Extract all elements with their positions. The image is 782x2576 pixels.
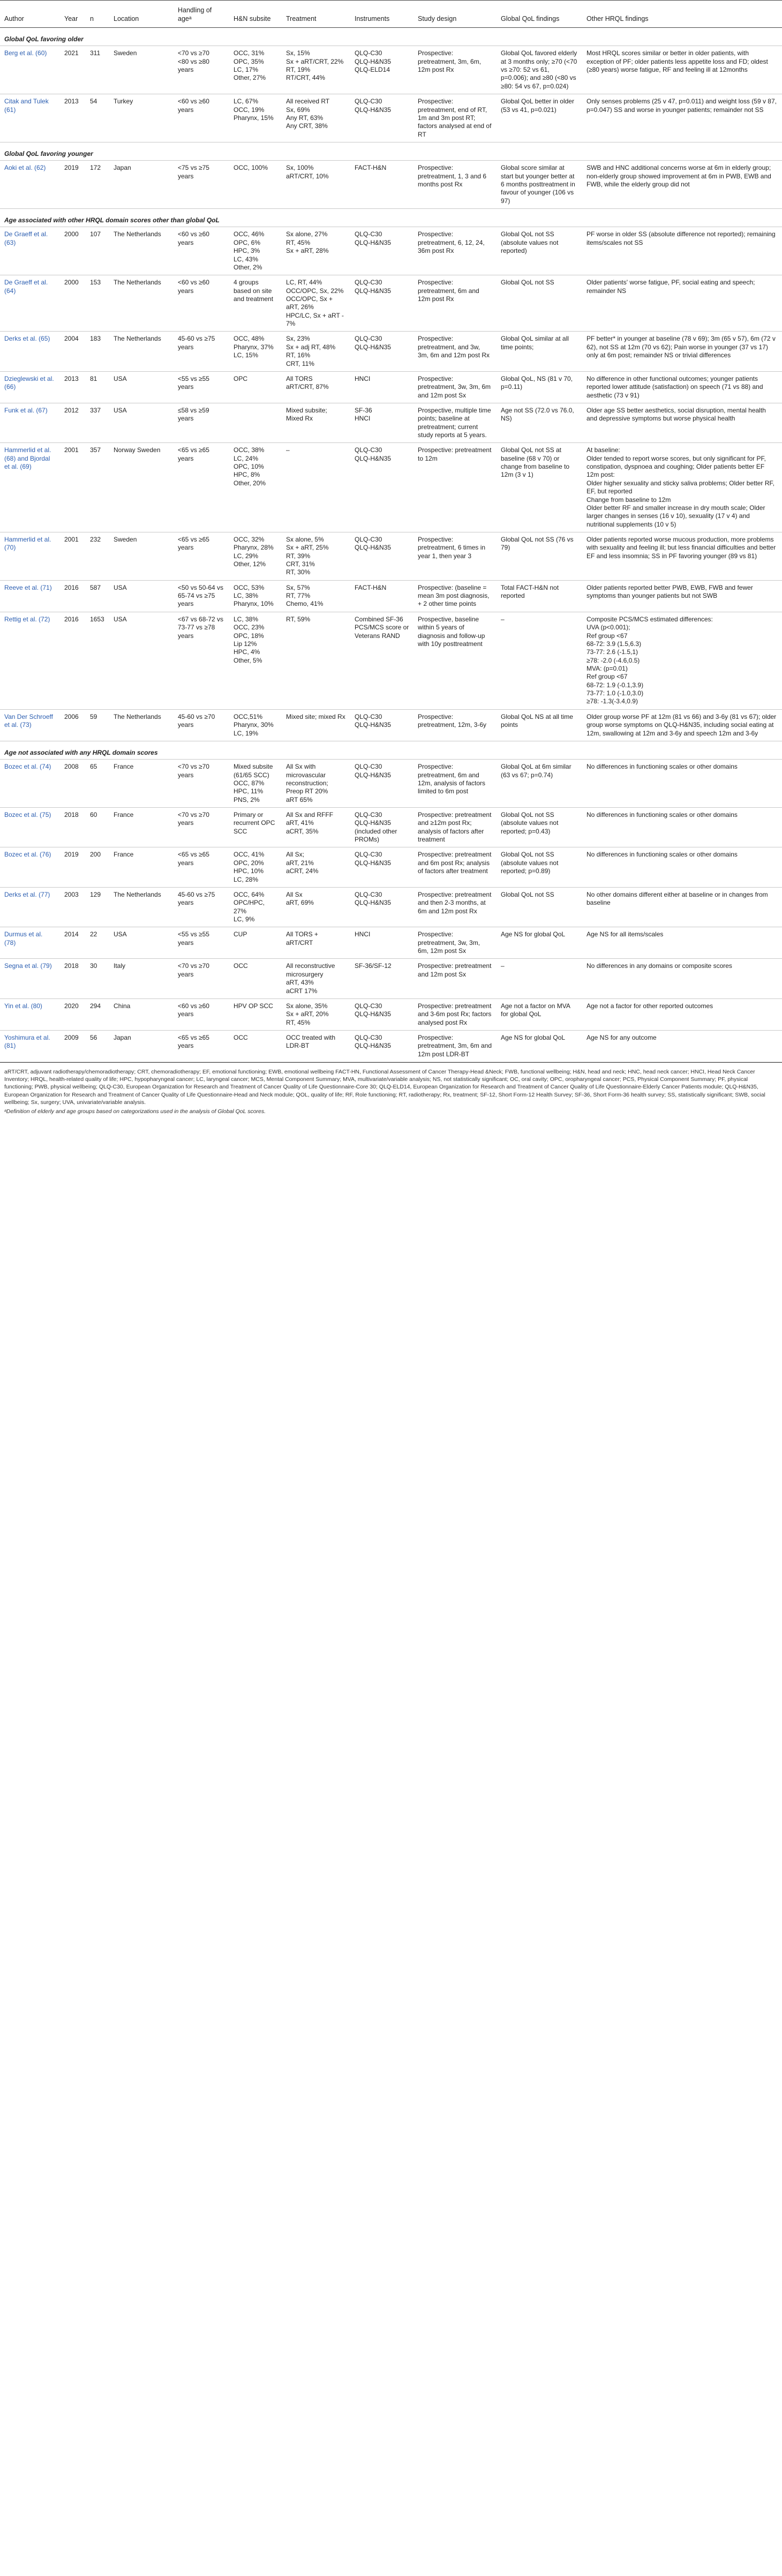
table-cell: 311	[86, 46, 109, 94]
table-cell: Prospective: pretreatment, and 3w, 3m, 6m and 12m post Rx	[413, 332, 497, 371]
table-cell: OCC, 53% LC, 38% Pharynx, 10%	[229, 580, 282, 612]
table-cell: 2003	[60, 887, 86, 927]
table-cell: Sx alone, 5% Sx + aRT, 25% RT, 39% CRT, 31% RT, 30%	[282, 532, 350, 580]
table-cell: QLQ-C30 QLQ-H&N35 QLQ-ELD14	[350, 46, 413, 94]
author-cell: Dzieglewski et al. (66)	[0, 371, 60, 403]
table-cell: Prospective: pretreatment, 3m, 6m and 12m post LDR-BT	[413, 1030, 497, 1062]
table-cell: USA	[109, 612, 174, 709]
table-cell: Prospective: pretreatment, 1, 3 and 6 months post Rx	[413, 161, 497, 209]
table-cell: Prospective: (baseline = mean 3m post diagnosis, + 2 other time points	[413, 580, 497, 612]
table-cell: USA	[109, 580, 174, 612]
table-cell: 1653	[86, 612, 109, 709]
table-cell: Age NS for all items/scales	[582, 927, 782, 959]
table-row	[0, 998, 782, 1030]
table-cell: All Sx and RFFF aRT, 41% aCRT, 35%	[282, 808, 350, 847]
table-row	[0, 332, 782, 371]
table-cell	[229, 403, 282, 442]
table-cell: France	[109, 760, 174, 808]
table-cell: Prospective: pretreatment, 3m, 6m, 12m post Rx	[413, 46, 497, 94]
table-cell: 153	[86, 275, 109, 332]
table-cell: HNCI	[350, 927, 413, 959]
table-row	[0, 847, 782, 887]
table-cell: 54	[86, 94, 109, 142]
table-row	[0, 887, 782, 927]
table-cell: 587	[86, 580, 109, 612]
table-cell: QLQ-C30 QLQ-H&N35	[350, 998, 413, 1030]
table-cell: PF worse in older SS (absolute difference not reported); remaining items/scales not SS	[582, 227, 782, 275]
table-cell: <60 vs ≥60 years	[174, 227, 229, 275]
author-cell: De Graeff et al. (63)	[0, 227, 60, 275]
author-cell: Durmus et al. (78)	[0, 927, 60, 959]
author-cell: Bozec et al. (75)	[0, 808, 60, 847]
table-cell: 2019	[60, 161, 86, 209]
table-row	[0, 275, 782, 332]
table-cell: HNCI	[350, 371, 413, 403]
table-cell: 60	[86, 808, 109, 847]
table-cell: 357	[86, 443, 109, 532]
table-cell: 2018	[60, 959, 86, 998]
table-cell: 2001	[60, 443, 86, 532]
table-row	[0, 612, 782, 709]
hrql-age-table	[0, 0, 782, 1062]
table-cell: No differences in functioning scales or other domains	[582, 847, 782, 887]
table-cell: Norway Sweden	[109, 443, 174, 532]
column-header: Location	[109, 1, 174, 28]
table-cell: Sx alone, 35% Sx + aRT, 20% RT, 45%	[282, 998, 350, 1030]
table-cell: 294	[86, 998, 109, 1030]
table-cell: Global QoL NS at all time points	[497, 709, 582, 741]
table-cell: Italy	[109, 959, 174, 998]
author-cell: Bozec et al. (76)	[0, 847, 60, 887]
table-cell: 172	[86, 161, 109, 209]
table-cell: 2004	[60, 332, 86, 371]
author-cell: De Graeff et al. (64)	[0, 275, 60, 332]
table-cell: <50 vs 50-64 vs 65-74 vs ≥75 years	[174, 580, 229, 612]
table-cell: No other domains different either at baseline or in changes from baseline	[582, 887, 782, 927]
table-cell: Age NS for global QoL	[497, 1030, 582, 1062]
table-cell: Age NS for any outcome	[582, 1030, 782, 1062]
table-cell: <65 vs ≥65 years	[174, 1030, 229, 1062]
author-cell: Aoki et al. (62)	[0, 161, 60, 209]
table-row	[0, 161, 782, 209]
table-cell: 2006	[60, 709, 86, 741]
table-cell: QLQ-C30 QLQ-H&N35	[350, 847, 413, 887]
table-cell: 2008	[60, 760, 86, 808]
table-cell: Older patients' worse fatigue, PF, social eating and speech; remainder NS	[582, 275, 782, 332]
table-cell: QLQ-C30 QLQ-H&N35	[350, 275, 413, 332]
table-cell: Prospective: pretreatment and 3-6m post Rx; factors analysed post Rx	[413, 998, 497, 1030]
author-cell: Yoshimura et al. (81)	[0, 1030, 60, 1062]
table-cell: The Netherlands	[109, 887, 174, 927]
table-cell: Global QoL not SS (absolute values not reported)	[497, 227, 582, 275]
table-cell: RT, 59%	[282, 612, 350, 709]
table-cell: ≤58 vs ≥59 years	[174, 403, 229, 442]
table-cell: USA	[109, 403, 174, 442]
table-row	[0, 46, 782, 94]
table-cell: QLQ-C30 QLQ-H&N35	[350, 227, 413, 275]
table-cell: 2012	[60, 403, 86, 442]
table-cell: All reconstructive microsurgery aRT, 43% aCRT 17%	[282, 959, 350, 998]
table-cell: Combined SF-36 PCS/MCS score or Veterans RAND	[350, 612, 413, 709]
column-header: Handling of ageᵃ	[174, 1, 229, 28]
table-cell: Prospective: pretreatment, 3w, 3m, 6m, 12m post Sx	[413, 927, 497, 959]
table-cell: Sx, 15% Sx + aRT/CRT, 22% RT, 19% RT/CRT, 44%	[282, 46, 350, 94]
table-cell: Older patients reported worse mucous production, more problems with sexuality and feeling ill; but less financial difficulties and better EF and less insomnia; SS in PF favoring younger (89 vs 81)	[582, 532, 782, 580]
table-cell: Age not a factor on MVA for global QoL	[497, 998, 582, 1030]
table-row	[0, 227, 782, 275]
table-cell: 2000	[60, 227, 86, 275]
table-cell: USA	[109, 371, 174, 403]
footnotes	[0, 1062, 782, 1123]
table-cell: Prospective: pretreatment and 6m post Rx; analysis of factors after treatment	[413, 847, 497, 887]
table-cell: QLQ-C30 QLQ-H&N35	[350, 332, 413, 371]
table-cell: HPV OP SCC	[229, 998, 282, 1030]
column-header: Author	[0, 1, 60, 28]
section-header-row	[0, 741, 782, 759]
table-cell: Prospective: pretreatment, 6 times in year 1, then year 3	[413, 532, 497, 580]
table-cell: No differences in functioning scales or other domains	[582, 808, 782, 847]
table-row	[0, 760, 782, 808]
table-row	[0, 532, 782, 580]
table-cell: Global QoL favored elderly at 3 months only; ≥70 (<70 vs ≥70: 52 vs 61, p=0.006); and ≥80 (<80 vs ≥80: 54 vs 67, p=0.024)	[497, 46, 582, 94]
table-cell: Older age SS better aesthetics, social disruption, mental health and depressive symptoms but worse physical health	[582, 403, 782, 442]
table-cell: Age not a factor for other reported outcomes	[582, 998, 782, 1030]
section-title: Global QoL favoring older	[0, 28, 782, 46]
table-cell: <67 vs 68-72 vs 73-77 vs ≥78 years	[174, 612, 229, 709]
table-cell: LC, 67% OCC, 19% Pharynx, 15%	[229, 94, 282, 142]
table-cell: 107	[86, 227, 109, 275]
table-cell: CUP	[229, 927, 282, 959]
table-cell: 59	[86, 709, 109, 741]
table-cell: Sweden	[109, 532, 174, 580]
table-cell: Prospective: pretreatment and 12m post Sx	[413, 959, 497, 998]
table-row	[0, 580, 782, 612]
table-cell: OCC	[229, 959, 282, 998]
column-header: Instruments	[350, 1, 413, 28]
table-cell: <70 vs ≥70 years	[174, 959, 229, 998]
table-cell: Age NS for global QoL	[497, 927, 582, 959]
column-header: Other HRQL findings	[582, 1, 782, 28]
table-cell: Global QoL not SS (absolute values not reported; p=0.43)	[497, 808, 582, 847]
table-cell: QLQ-C30 QLQ-H&N35	[350, 94, 413, 142]
author-cell: Bozec et al. (74)	[0, 760, 60, 808]
table-cell: 2021	[60, 46, 86, 94]
table-cell: OCC treated with LDR-BT	[282, 1030, 350, 1062]
table-cell: The Netherlands	[109, 332, 174, 371]
table-cell: All received RT Sx, 69% Any RT, 63% Any CRT, 38%	[282, 94, 350, 142]
author-cell: Citak and Tulek (61)	[0, 94, 60, 142]
table-cell: <75 vs ≥75 years	[174, 161, 229, 209]
table-cell: <60 vs ≥60 years	[174, 94, 229, 142]
table-cell: Sweden	[109, 46, 174, 94]
author-cell: Rettig et al. (72)	[0, 612, 60, 709]
table-cell: USA	[109, 927, 174, 959]
table-cell: 30	[86, 959, 109, 998]
table-cell: OCC, 41% OPC, 20% HPC, 10% LC, 28%	[229, 847, 282, 887]
table-cell: 2019	[60, 847, 86, 887]
table-cell: Global QoL not SS (76 vs 79)	[497, 532, 582, 580]
table-cell: 45-60 vs ≥75 years	[174, 332, 229, 371]
table-cell: 2018	[60, 808, 86, 847]
column-header: H&N subsite	[229, 1, 282, 28]
table-cell: The Netherlands	[109, 709, 174, 741]
table-cell: Sx alone, 27% RT, 45% Sx + aRT, 28%	[282, 227, 350, 275]
table-cell: OCC, 32% Pharynx, 28% LC, 29% Other, 12%	[229, 532, 282, 580]
table-cell: China	[109, 998, 174, 1030]
table-cell: All Sx aRT, 69%	[282, 887, 350, 927]
table-row	[0, 927, 782, 959]
table-wrapper	[0, 0, 782, 1123]
table-cell: Prospective: pretreatment, 3w, 3m, 6m and 12m post Sx	[413, 371, 497, 403]
author-cell: Hammerlid et al. (70)	[0, 532, 60, 580]
table-cell: Prospective: pretreatment, end of RT, 1m and 3m post RT; factors analysed at end of RT	[413, 94, 497, 142]
table-cell: –	[282, 443, 350, 532]
table-cell: Sx, 23% Sx + adj RT, 48% RT, 16% CRT, 11%	[282, 332, 350, 371]
table-cell: <70 vs ≥70 years	[174, 808, 229, 847]
table-cell: Prospective: pretreatment, 6, 12, 24, 36m post Rx	[413, 227, 497, 275]
column-header: Global QoL findings	[497, 1, 582, 28]
table-cell: 2000	[60, 275, 86, 332]
table-cell: OPC	[229, 371, 282, 403]
table-cell: <60 vs ≥60 years	[174, 998, 229, 1030]
table-cell: Prospective: pretreatment, 6m and 12m post Rx	[413, 275, 497, 332]
table-cell: Sx, 57% RT, 77% Chemo, 41%	[282, 580, 350, 612]
table-cell: Global QoL not SS	[497, 887, 582, 927]
author-cell: Van Der Schroeff et al. (73)	[0, 709, 60, 741]
table-cell: 2016	[60, 580, 86, 612]
table-cell: FACT-H&N	[350, 161, 413, 209]
section-title: Age not associated with any HRQL domain scores	[0, 741, 782, 759]
table-cell: <65 vs ≥65 years	[174, 847, 229, 887]
table-cell: 337	[86, 403, 109, 442]
table-cell: Prospective, baseline within 5 years of diagnosis and follow-up with 10y posttreatment	[413, 612, 497, 709]
table-cell: Older patients reported better PWB, EWB, FWB and fewer symptoms than younger patients but not SWB	[582, 580, 782, 612]
table-cell: 183	[86, 332, 109, 371]
table-cell: <65 vs ≥65 years	[174, 532, 229, 580]
table-cell: 65	[86, 760, 109, 808]
table-cell: Global QoL not SS	[497, 275, 582, 332]
table-cell: SWB and HNC additional concerns worse at 6m in elderly group; non-elderly group showed improvement at 6m in PWB, EWB and FWB, while the elderly group did not	[582, 161, 782, 209]
table-cell: Most HRQL scores similar or better in older patients, with exception of PF; older patients less appetite loss and FD; oldest (≥80 years) worse fatigue, RF and feeling ill at 12months	[582, 46, 782, 94]
table-cell: <60 vs ≥60 years	[174, 275, 229, 332]
table-cell: At baseline: Older tended to report worse scores, but only significant for PF, constipation, dyspnoea and coughing; Older patients better EF 12m post: Older higher sexuality and sticky saliva problems; Older better RF, EF, but reported Change from baseline to 12m Older better RF and smaller increase in dry mouth scale; Older larger changes in senses (16 v 10), sexuality (17 v 4) and nutritional supplements (10 v 5)	[582, 443, 782, 532]
table-cell: QLQ-C30 QLQ-H&N35 (included other PROMs)	[350, 808, 413, 847]
table-row	[0, 709, 782, 741]
table-cell: No differences in any domains or composite scores	[582, 959, 782, 998]
author-cell: Segna et al. (79)	[0, 959, 60, 998]
table-cell: Older group worse PF at 12m (81 vs 66) and 3-6y (81 vs 67); older group worse symptoms on QLQ-H&N35, including social eating at 12m, swallowing at 12m and 3-6y and speech 12m and 3-6y	[582, 709, 782, 741]
table-header	[0, 1, 782, 28]
table-cell: Prospective, multiple time points; baseline at pretreatment; current study reports at 5 years.	[413, 403, 497, 442]
author-cell: Derks et al. (77)	[0, 887, 60, 927]
column-header: Treatment	[282, 1, 350, 28]
table-cell: OCC, 64% OPC/HPC, 27% LC, 9%	[229, 887, 282, 927]
table-cell: Total FACT-H&N not reported	[497, 580, 582, 612]
table-cell: OCC,51% Pharynx, 30% LC, 19%	[229, 709, 282, 741]
table-cell: LC, RT, 44% OCC/OPC, Sx, 22% OCC/OPC, Sx + aRT, 26% HPC/LC, Sx + aRT - 7%	[282, 275, 350, 332]
table-cell: 2016	[60, 612, 86, 709]
table-cell: 2020	[60, 998, 86, 1030]
table-cell: OCC	[229, 1030, 282, 1062]
section-header-row	[0, 142, 782, 160]
table-cell: All TORS aRT/CRT, 87%	[282, 371, 350, 403]
table-cell: 2013	[60, 94, 86, 142]
table-cell: –	[497, 612, 582, 709]
table-cell: Primary or recurrent OPC SCC	[229, 808, 282, 847]
table-cell: Global score similar at start but younger better at 6 months posttreatment in favour of younger (106 vs 97)	[497, 161, 582, 209]
table-cell: Prospective: pretreatment and then 2-3 months, at 6m and 12m post Rx	[413, 887, 497, 927]
table-row	[0, 959, 782, 998]
table-cell: OCC, 46% OPC, 6% HPC, 3% LC, 43% Other, 2%	[229, 227, 282, 275]
table-cell: QLQ-C30 QLQ-H&N35	[350, 532, 413, 580]
table-cell: Japan	[109, 1030, 174, 1062]
author-cell: Hammerlid et al. (68) and Bjordal et al. (69)	[0, 443, 60, 532]
table-cell: <55 vs ≥55 years	[174, 371, 229, 403]
header-row	[0, 1, 782, 28]
column-header: n	[86, 1, 109, 28]
author-cell: Berg et al. (60)	[0, 46, 60, 94]
author-cell: Funk et al. (67)	[0, 403, 60, 442]
table-cell: Prospective: pretreatment, 6m and 12m, analysis of factors limited to 6m post	[413, 760, 497, 808]
table-cell: Mixed subsite (61/65 SCC) OCC, 87% HPC, 11% PNS, 2%	[229, 760, 282, 808]
table-cell: Mixed subsite; Mixed Rx	[282, 403, 350, 442]
table-row	[0, 403, 782, 442]
table-cell: QLQ-C30 QLQ-H&N35	[350, 760, 413, 808]
table-cell: All Sx with microvascular reconstruction; Preop RT 20% aRT 65%	[282, 760, 350, 808]
table-row	[0, 443, 782, 532]
table-cell: QLQ-C30 QLQ-H&N35	[350, 1030, 413, 1062]
author-cell: Reeve et al. (71)	[0, 580, 60, 612]
footnote-abbreviations: aRT/CRT, adjuvant radiotherapy/chemoradiotherapy; CRT, chemoradiotherapy; EF, emotional functioning; EWB, emotional wellbeing FACT-HN, Functional Assessment of Cancer Therapy-Head &Neck; FWB, functional wellbeing; H&N, head and neck; HNC, head neck cancer; HNCI, Head Neck Cancer Inventory; HRQL, health-related quality of life; HPC, hypopharyngeal cancer; LC, laryngeal cancer; MCS, Mental Component Summary; MVA, multivariate/variable analysis; NS, not statistically significant; OC, oral cavity; OPC, oropharyngeal cancer; PCS, Physical Component Summary; PF, physical functioning; PWB, physical wellbeing; QLQ-C30, European Organization for Research and Treatment of Cancer Quality of Life Questionnaire-Core 30; QLQ-ELD14, European Organization for Research and Treatment of Cancer Quality of Life Questionnaire-Elderly Cancer Patients module; QLQ-H&N35, European Organization for Research and Treatment of Cancer Quality of Life Questionnaire-Head and Neck module; QOL, quality of life; RF, Role functioning; RT, radiotherapy; Rx, treatment; SF-12, Short Form-12 Health Survey; SF-36, Short Form-36 health survey; SS, statistically significant; SWB, social wellbeing; Sx, surgery; UVA, univariate/variable analysis.	[4, 1069, 765, 1106]
table-cell: <55 vs ≥55 years	[174, 927, 229, 959]
section-title: Age associated with other HRQL domain scores other than global QoL	[0, 209, 782, 227]
table-cell: No differences in functioning scales or other domains	[582, 760, 782, 808]
table-cell: France	[109, 808, 174, 847]
table-cell: OCC, 31% OPC, 35% LC, 17% Other, 27%	[229, 46, 282, 94]
table-cell: Prospective: pretreatment to 12m	[413, 443, 497, 532]
author-cell: Derks et al. (65)	[0, 332, 60, 371]
table-cell: Global QoL, NS (81 v 70, p=0.11)	[497, 371, 582, 403]
table-cell: 45-60 vs ≥70 years	[174, 709, 229, 741]
table-cell: QLQ-C30 QLQ-H&N35	[350, 887, 413, 927]
column-header: Year	[60, 1, 86, 28]
section-title: Global QoL favoring younger	[0, 142, 782, 160]
table-cell: The Netherlands	[109, 275, 174, 332]
table-cell: OCC, 100%	[229, 161, 282, 209]
table-cell: Turkey	[109, 94, 174, 142]
table-cell: 129	[86, 887, 109, 927]
table-row	[0, 808, 782, 847]
section-header-row	[0, 28, 782, 46]
footnote-age-definition: ᵃDefinition of elderly and age groups based on categorizations used in the analysis of Global QoL scores.	[4, 1108, 266, 1115]
table-cell: The Netherlands	[109, 227, 174, 275]
table-cell: 2013	[60, 371, 86, 403]
table-cell: 232	[86, 532, 109, 580]
table-cell: 200	[86, 847, 109, 887]
table-cell: 56	[86, 1030, 109, 1062]
section-header-row	[0, 209, 782, 227]
table-cell: PF better* in younger at baseline (78 v 69); 3m (65 v 57), 6m (72 v 62), not SS at 12m (70 vs 62); Pain worse in younger (37 vs 17) only at 6m post; remainder NS or trivial differences	[582, 332, 782, 371]
table-cell: Global QoL similar at all time points;	[497, 332, 582, 371]
table-row	[0, 1030, 782, 1062]
table-cell: Only senses problems (25 v 47, p=0.011) and weight loss (59 v 87, p=0.047) SS and worse in younger patients; remainder not SS	[582, 94, 782, 142]
table-cell: Global QoL not SS (absolute values not reported; p=0.89)	[497, 847, 582, 887]
table-cell: Japan	[109, 161, 174, 209]
table-cell: Mixed site; mixed Rx	[282, 709, 350, 741]
table-cell: OCC, 48% Pharynx, 37% LC, 15%	[229, 332, 282, 371]
table-cell: Global QoL better in older (53 vs 41, p=0.021)	[497, 94, 582, 142]
table-cell: FACT-H&N	[350, 580, 413, 612]
table-cell: <70 vs ≥70 years	[174, 760, 229, 808]
table-cell: 22	[86, 927, 109, 959]
table-body	[0, 28, 782, 1062]
table-row	[0, 94, 782, 142]
table-cell: Global QoL not SS at baseline (68 v 70) or change from baseline to 12m (3 v 1)	[497, 443, 582, 532]
table-cell: 45-60 vs ≥75 years	[174, 887, 229, 927]
table-cell: Global QoL at 6m similar (63 vs 67; p=0.74)	[497, 760, 582, 808]
table-cell: QLQ-C30 QLQ-H&N35	[350, 709, 413, 741]
table-row	[0, 371, 782, 403]
table-cell: OCC, 38% LC, 24% OPC, 10% HPC, 8% Other, 20%	[229, 443, 282, 532]
table-cell: LC, 38% OCC, 23% OPC, 18% Lip 12% HPC, 4% Other, 5%	[229, 612, 282, 709]
column-header: Study design	[413, 1, 497, 28]
author-cell: Yin et al. (80)	[0, 998, 60, 1030]
table-cell: Sx, 100% aRT/CRT, 10%	[282, 161, 350, 209]
table-cell: 2014	[60, 927, 86, 959]
table-cell: All Sx; aRT, 21% aCRT, 24%	[282, 847, 350, 887]
table-cell: QLQ-C30 QLQ-H&N35	[350, 443, 413, 532]
table-cell: 81	[86, 371, 109, 403]
table-cell: No difference in other functional outcomes; younger patients reported lower attitude (satisfaction) on speech (71 vs 88) and aesthetic (73 v 91)	[582, 371, 782, 403]
table-cell: SF-36/SF-12	[350, 959, 413, 998]
table-cell: –	[497, 959, 582, 998]
table-cell: 4 groups based on site and treatment	[229, 275, 282, 332]
table-cell: 2001	[60, 532, 86, 580]
table-cell: <70 vs ≥70 <80 vs ≥80 years	[174, 46, 229, 94]
table-cell: Prospective: pretreatment and ≥12m post Rx; analysis of factors after treatment	[413, 808, 497, 847]
table-cell: 2009	[60, 1030, 86, 1062]
table-cell: Age not SS (72.0 vs 76.0, NS)	[497, 403, 582, 442]
table-cell: France	[109, 847, 174, 887]
table-cell: Prospective: pretreatment, 12m, 3-6y	[413, 709, 497, 741]
table-cell: SF-36 HNCI	[350, 403, 413, 442]
table-cell: <65 vs ≥65 years	[174, 443, 229, 532]
table-cell: All TORS + aRT/CRT	[282, 927, 350, 959]
table-cell: Composite PCS/MCS estimated differences: UVA (p<0.001); Ref group <67 68-72: 3.9 (1.5,6.3) 73-77: 2.6 (-1.5,1) ≥78: -2.0 (-4.6,0.5) MVA: (p=0.01) Ref group <67 68-72: 1.9 (-0.1,3.9) 73-77: 1.0 (-1.0,3.0) ≥78: -1.3(-3.4,0.9)	[582, 612, 782, 709]
